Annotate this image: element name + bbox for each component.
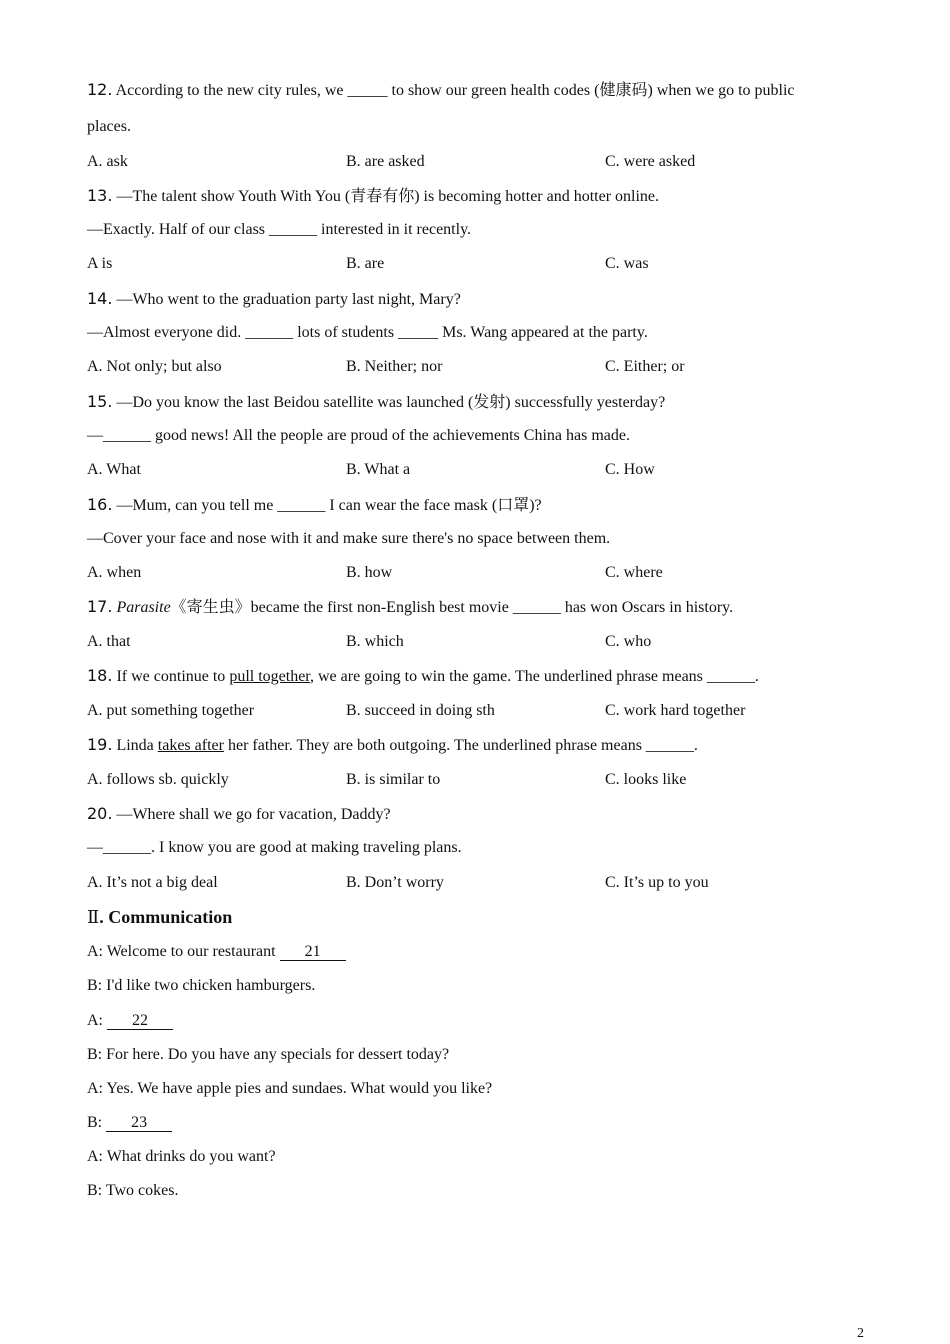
answer-blank: 23 [106, 1114, 172, 1132]
option-b: B. is similar to [346, 771, 441, 788]
option-a: A. put something together [87, 702, 255, 719]
question-18 [87, 666, 759, 687]
option-a: A. follows sb. quickly [87, 771, 229, 788]
dialog-line: B: Two cokes. [87, 1182, 179, 1199]
question-number: 14. [87, 289, 113, 308]
question-text: 《寄生虫》became the first non-English best movie ______ has won Oscars in history. [170, 599, 734, 616]
question-number: 15. [87, 392, 113, 411]
question-text: —Who went to the graduation party last night, Mary? [112, 291, 461, 308]
question-text-post: , we are going to win the game. The underlined phrase means ______. [309, 668, 759, 685]
question-number: 12. [87, 80, 113, 99]
option-a: A. It’s not a big deal [87, 874, 218, 891]
option-c: C. work hard together [605, 702, 746, 719]
question-text: —Where shall we go for vacation, Daddy? [112, 806, 391, 823]
question-13 [87, 186, 659, 207]
option-a: A. ask [87, 153, 128, 170]
dialog-line: A: 22 [87, 1011, 173, 1031]
question-text: —Do you know the last Beidou satellite was launched (发射) successfully yesterday? [112, 394, 666, 411]
question-20-reply: —______. I know you are good at making traveling plans. [87, 839, 462, 856]
page-number: 2 [857, 1326, 864, 1341]
option-b: B. are [346, 255, 385, 272]
dialog-line: A: Yes. We have apple pies and sundaes. What would you like? [87, 1080, 493, 1097]
option-c: C. Either; or [605, 358, 685, 375]
question-text: —The talent show Youth With You (青春有你) is becoming hotter and hotter online. [112, 188, 660, 205]
dialog-line: B: For here. Do you have any specials for dessert today? [87, 1046, 450, 1063]
question-text-post: her father. They are both outgoing. The underlined phrase means ______. [223, 737, 698, 754]
question-12 [87, 80, 795, 101]
question-text: —Mum, can you tell me ______ I can wear the face mask (口罩)? [112, 497, 542, 514]
question-19 [87, 735, 698, 756]
option-b: B. Don’t worry [346, 874, 444, 891]
question-text-pre: Linda [112, 737, 158, 754]
question-17 [87, 597, 733, 618]
option-a: A. when [87, 564, 142, 581]
question-15-reply: —______ good news! All the people are proud of the achievements China has made. [87, 427, 630, 444]
option-b: B. which [346, 633, 404, 650]
option-c: C. How [605, 461, 655, 478]
option-b: B. are asked [346, 153, 425, 170]
section-heading [87, 907, 232, 928]
question-14 [87, 289, 461, 310]
question-number: 17. [87, 597, 113, 616]
question-16-reply: —Cover your face and nose with it and make sure there's no space between them. [87, 530, 611, 547]
option-c: C. who [605, 633, 652, 650]
question-15 [87, 392, 665, 413]
option-b: B. What a [346, 461, 411, 478]
movie-title: Parasite [116, 599, 171, 616]
question-14-reply: —Almost everyone did. ______ lots of students _____ Ms. Wang appeared at the party. [87, 324, 648, 341]
section-title: . Communication [99, 907, 233, 927]
option-b: B. how [346, 564, 393, 581]
dialog-line: B: I'd like two chicken hamburgers. [87, 977, 316, 994]
option-c: C. were asked [605, 153, 696, 170]
option-c: C. looks like [605, 771, 687, 788]
question-text-pre: If we continue to [112, 668, 230, 685]
underlined-phrase: pull together [229, 668, 310, 685]
dialog-line: B: 23 [87, 1113, 172, 1133]
question-number: 19. [87, 735, 113, 754]
dialog-line: A: What drinks do you want? [87, 1148, 276, 1165]
answer-blank: 22 [107, 1012, 173, 1030]
option-b: B. succeed in doing sth [346, 702, 495, 719]
section-roman-numeral: Ⅱ [87, 907, 100, 928]
question-number: 16. [87, 495, 113, 514]
option-c: C. where [605, 564, 663, 581]
question-20 [87, 804, 391, 825]
option-a: A. What [87, 461, 141, 478]
question-number: 13. [87, 186, 113, 205]
question-16 [87, 495, 542, 516]
option-a: A is [87, 255, 113, 272]
question-12-cont: places. [87, 118, 131, 135]
question-number: 20. [87, 804, 113, 823]
option-a: A. Not only; but also [87, 358, 222, 375]
option-a: A. that [87, 633, 131, 650]
option-b: B. Neither; nor [346, 358, 443, 375]
option-c: C. It’s up to you [605, 874, 709, 891]
dialog-line: A: Welcome to our restaurant 21 [87, 942, 346, 962]
answer-blank: 21 [280, 943, 346, 961]
question-13-reply: —Exactly. Half of our class ______ interested in it recently. [87, 221, 472, 238]
underlined-phrase: takes after [157, 737, 224, 754]
question-text: According to the new city rules, we _____ to show our green health codes (健康码) when we go to public [112, 82, 795, 99]
question-number: 18. [87, 666, 113, 685]
option-c: C. was [605, 255, 649, 272]
